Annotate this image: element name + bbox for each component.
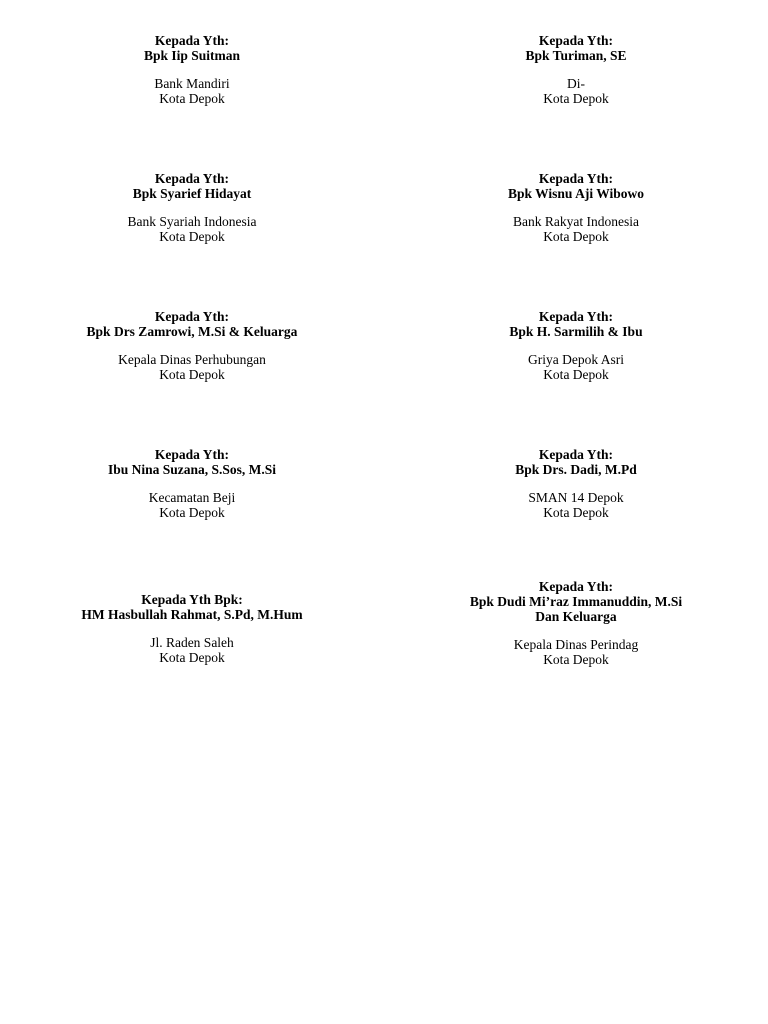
greeting: Kepada Yth: bbox=[154, 33, 230, 48]
address-label-1 bbox=[2, 33, 382, 106]
recipient-city: Kota Depok bbox=[159, 505, 225, 520]
recipient-city: Kota Depok bbox=[543, 91, 609, 106]
recipient-institution: Griya Depok Asri bbox=[528, 352, 624, 367]
address-label-5 bbox=[2, 309, 382, 382]
address-label-3 bbox=[2, 171, 382, 244]
recipient-name: Bpk Drs. Dadi, M.Pd bbox=[515, 462, 637, 477]
recipient-institution: Jl. Raden Saleh bbox=[150, 635, 234, 650]
recipient-name: Bpk Iip Suitman bbox=[143, 48, 241, 63]
recipient-institution: Bank Rakyat Indonesia bbox=[513, 214, 639, 229]
recipient-name: Bpk Drs Zamrowi, M.Si & Keluarga bbox=[86, 324, 298, 339]
recipient-institution: Bank Syariah Indonesia bbox=[127, 214, 257, 229]
recipient-city: Kota Depok bbox=[159, 367, 225, 382]
recipient-name: Bpk Dudi Mi’raz Immanuddin, M.Si bbox=[469, 594, 683, 609]
greeting: Kepada Yth: bbox=[538, 171, 614, 186]
greeting: Kepada Yth: bbox=[154, 171, 230, 186]
recipient-institution: SMAN 14 Depok bbox=[528, 490, 624, 505]
greeting: Kepada Yth: bbox=[538, 447, 614, 462]
recipient-city: Kota Depok bbox=[543, 229, 609, 244]
address-label-10 bbox=[386, 579, 766, 667]
greeting: Kepada Yth: bbox=[154, 447, 230, 462]
recipient-city: Kota Depok bbox=[543, 505, 609, 520]
recipient-city: Kota Depok bbox=[159, 650, 225, 665]
greeting: Kepada Yth: bbox=[538, 33, 614, 48]
recipient-name: Bpk Wisnu Aji Wibowo bbox=[508, 186, 644, 201]
greeting: Kepada Yth Bpk: bbox=[141, 592, 243, 607]
recipient-name: Bpk Turiman, SE bbox=[525, 48, 627, 63]
recipient-institution: Kepala Dinas Perhubungan bbox=[118, 352, 266, 367]
address-label-6 bbox=[386, 309, 766, 382]
recipient-institution: Bank Mandiri bbox=[154, 76, 230, 91]
greeting: Kepada Yth: bbox=[538, 579, 614, 594]
recipient-institution: Kecamatan Beji bbox=[148, 490, 236, 505]
recipient-name: Bpk Syarief Hidayat bbox=[132, 186, 252, 201]
address-label-4 bbox=[386, 171, 766, 244]
recipient-city: Kota Depok bbox=[159, 91, 225, 106]
address-label-8 bbox=[386, 447, 766, 520]
address-label-7 bbox=[2, 447, 382, 520]
address-label-2 bbox=[386, 33, 766, 106]
address-label-9 bbox=[2, 592, 382, 665]
recipient-institution: Kepala Dinas Perindag bbox=[513, 637, 639, 652]
recipient-institution: Di- bbox=[567, 76, 585, 91]
greeting: Kepada Yth: bbox=[538, 309, 614, 324]
recipient-city: Kota Depok bbox=[543, 367, 609, 382]
greeting: Kepada Yth: bbox=[154, 309, 230, 324]
recipient-name: Bpk H. Sarmilih & Ibu bbox=[509, 324, 643, 339]
recipient-city: Kota Depok bbox=[543, 652, 609, 667]
recipient-city: Kota Depok bbox=[159, 229, 225, 244]
recipient-name: Ibu Nina Suzana, S.Sos, M.Si bbox=[107, 462, 277, 477]
recipient-name-continued: Dan Keluarga bbox=[535, 609, 617, 624]
recipient-name: HM Hasbullah Rahmat, S.Pd, M.Hum bbox=[81, 607, 303, 622]
